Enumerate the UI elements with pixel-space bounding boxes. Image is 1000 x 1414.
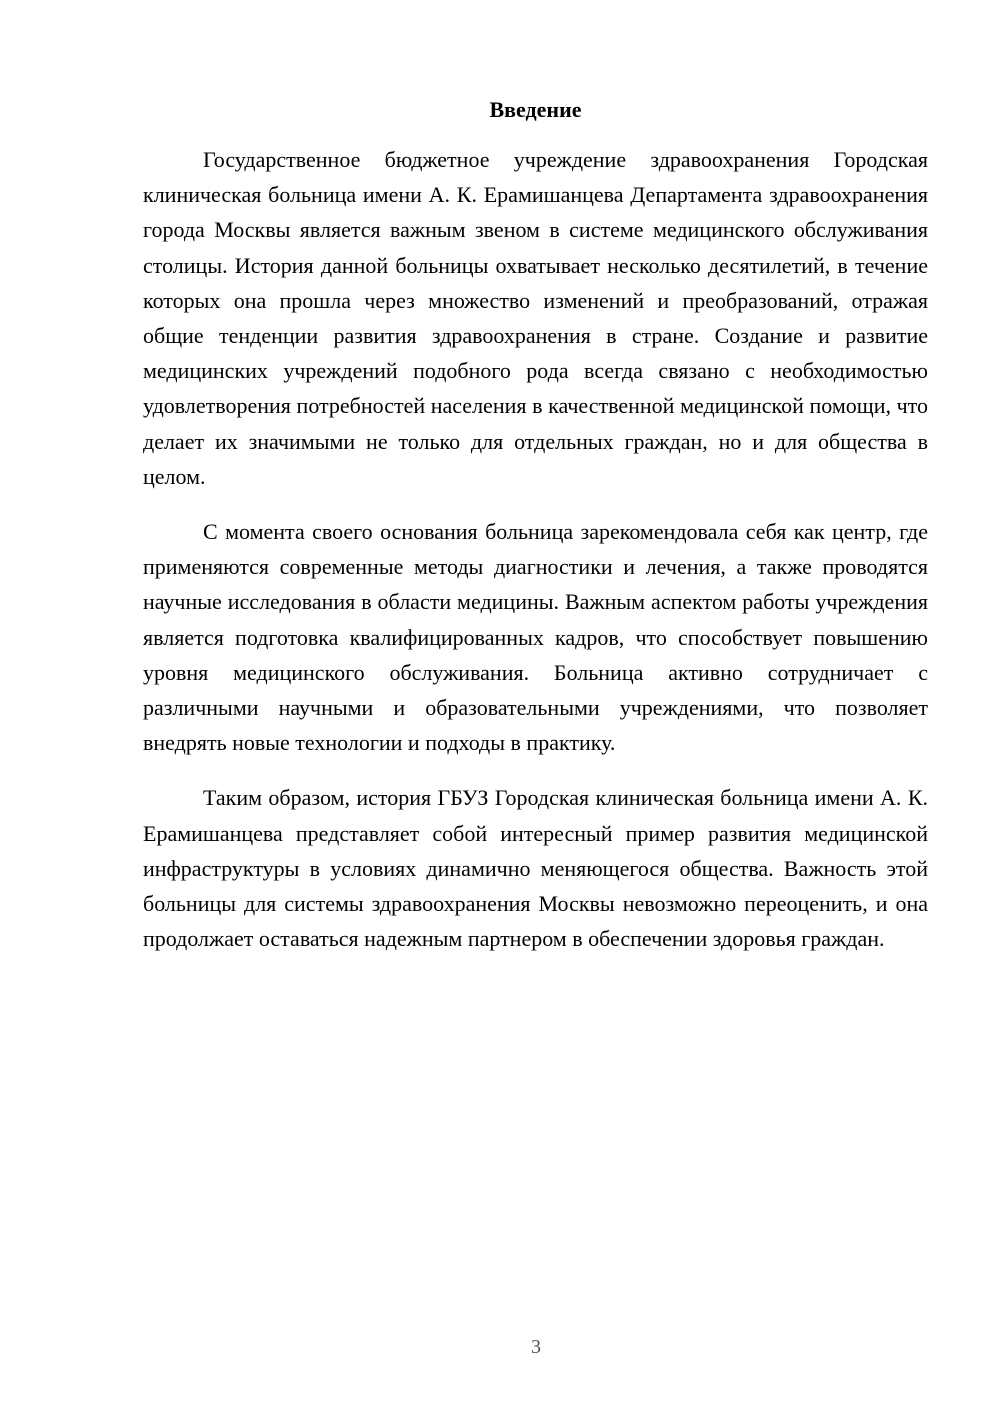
paragraph-1: Государственное бюджетное учреждение здравоохранения Городская клиническая больница имени А. К. Ерамишанцева Департамента здравоохранения города Москвы является важным звеном в системе медицинского обслуживания столицы. История данной больницы охватывает несколько десятилетий, в течение которых она прошла через множество изменений и преобразований, отражая общие тенденции развития здравоохранения в стране. Создание и развитие медицинских учреждений подобного рода всегда связано с необходимостью удовлетворения потребностей населения в качественной медицинской помощи, что делает их значимыми не только для отдельных граждан, но и для общества в целом. <box>143 147 928 489</box>
section-title: Введение <box>489 97 582 122</box>
body-text <box>143 142 928 976</box>
paragraph-3: Таким образом, история ГБУЗ Городская клиническая больница имени А. К. Ерамишанцева представляет собой интересный пример развития медицинской инфраструктуры в условиях динамично меняющегося общества. Важность этой больницы для системы здравоохранения Москвы невозможно переоценить, и она продолжает оставаться надежным партнером в обеспечении здоровья граждан. <box>143 785 928 952</box>
page-number: 3 <box>531 1336 541 1358</box>
paragraph-2: С момента своего основания больница зарекомендовала себя как центр, где применяются современные методы диагностики и лечения, а также проводятся научные исследования в области медицины. Важным аспектом работы учреждения является подготовка квалифицированных кадров, что способствует повышению уровня медицинского обслуживания. Больница активно сотрудничает с различными научными и образовательными учреждениями, что позволяет внедрять новые технологии и подходы в практику. <box>143 519 928 756</box>
